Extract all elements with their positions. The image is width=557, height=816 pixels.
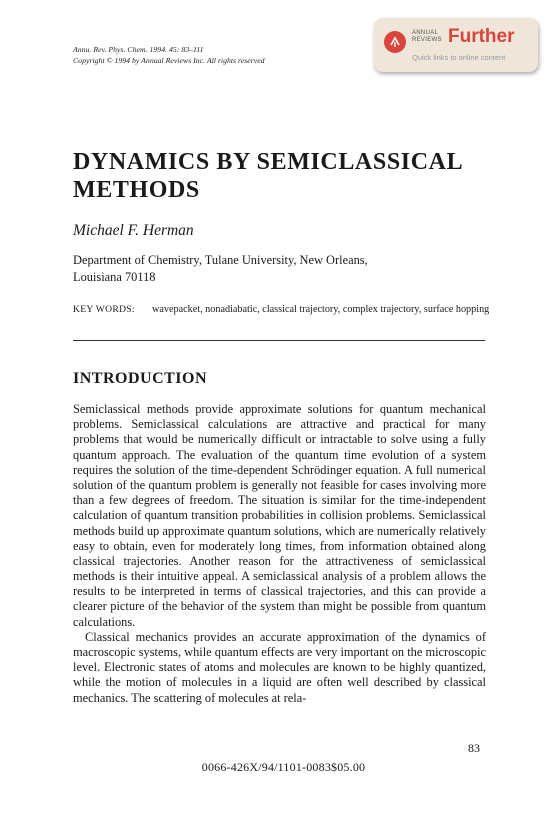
body-paragraph-1: Semiclassical methods provide approximate solutions for quantum mechanical problems. Semiclassical calculations are attractive and practical for many problems that would be numerically difficult or intractable to solve using a fully quantum approach. The evaluation of the quantum time evolution of a system requires the solution of the time-dependent Schrödinger equation. A full numerical solution of the quantum problem is generally not feasible for cases involving more than a few degrees of freedom. The situation is similar for the time-independent calculation of quantum transition probabilities in collision problems. Semiclassical methods build up approximate quantum solutions, which are numerically relatively easy to obtain, even for moderately long times, from information obtained along classical trajectories. Another reason for the attractiveness of semiclassical methods is their intuitive appeal. A semiclassical analysis of a problem allows the results to be interpreted in terms of classical trajectories, and this can provide a clearer picture of the behavior of the system than might be possible from quantum calculations. [73,402,486,629]
author-name: Michael F. Herman [73,222,194,239]
citation-line-1: Annu. Rev. Phys. Chem. 1994. 45: 83–111 [73,45,204,54]
body-paragraph-2: Classical mechanics provides an accurate approximation of the dynamics of macroscopic systems, while quantum effects are very important on the microscopic level. Electronic states of atoms and molecules are known to be highly quantized, while the motion of molecules in a liquid are often well described by classical mechanics. The scattering of molecules at rela- [73,629,487,705]
annual-reviews-logo-icon [384,31,406,53]
keywords-label: KEY WORDS: [73,304,135,315]
publisher-name [412,30,442,44]
author-affiliation [73,252,453,285]
keywords [73,303,491,317]
page-number: 83 [468,741,480,755]
article-code: 0066-426X/94/1101-0083$05.00 [201,760,366,774]
further-badge[interactable] [374,18,538,72]
publisher-line-1: ANNUAL [412,30,439,36]
article-body [73,402,486,706]
section-divider [73,340,485,341]
affiliation-line-1: Department of Chemistry, Tulane University, New Orleans, [73,253,368,267]
article-title: DYNAMICS BY SEMICLASSICAL METHODS [73,149,462,203]
affiliation-line-2: Louisiana 70118 [73,269,156,284]
further-label: Further [448,26,515,47]
keywords-list: wavepacket, nonadiabatic, classical trajectory, complex trajectory, surface hopping [152,304,490,315]
further-tagline: Quick links to online content [412,53,506,62]
section-heading: INTRODUCTION [73,370,208,387]
citation-line-2: Copyright © 1994 by Annual Reviews Inc. All rights reserved [73,56,265,65]
publisher-line-2: REVIEWS [412,37,442,43]
journal-citation [73,44,265,66]
